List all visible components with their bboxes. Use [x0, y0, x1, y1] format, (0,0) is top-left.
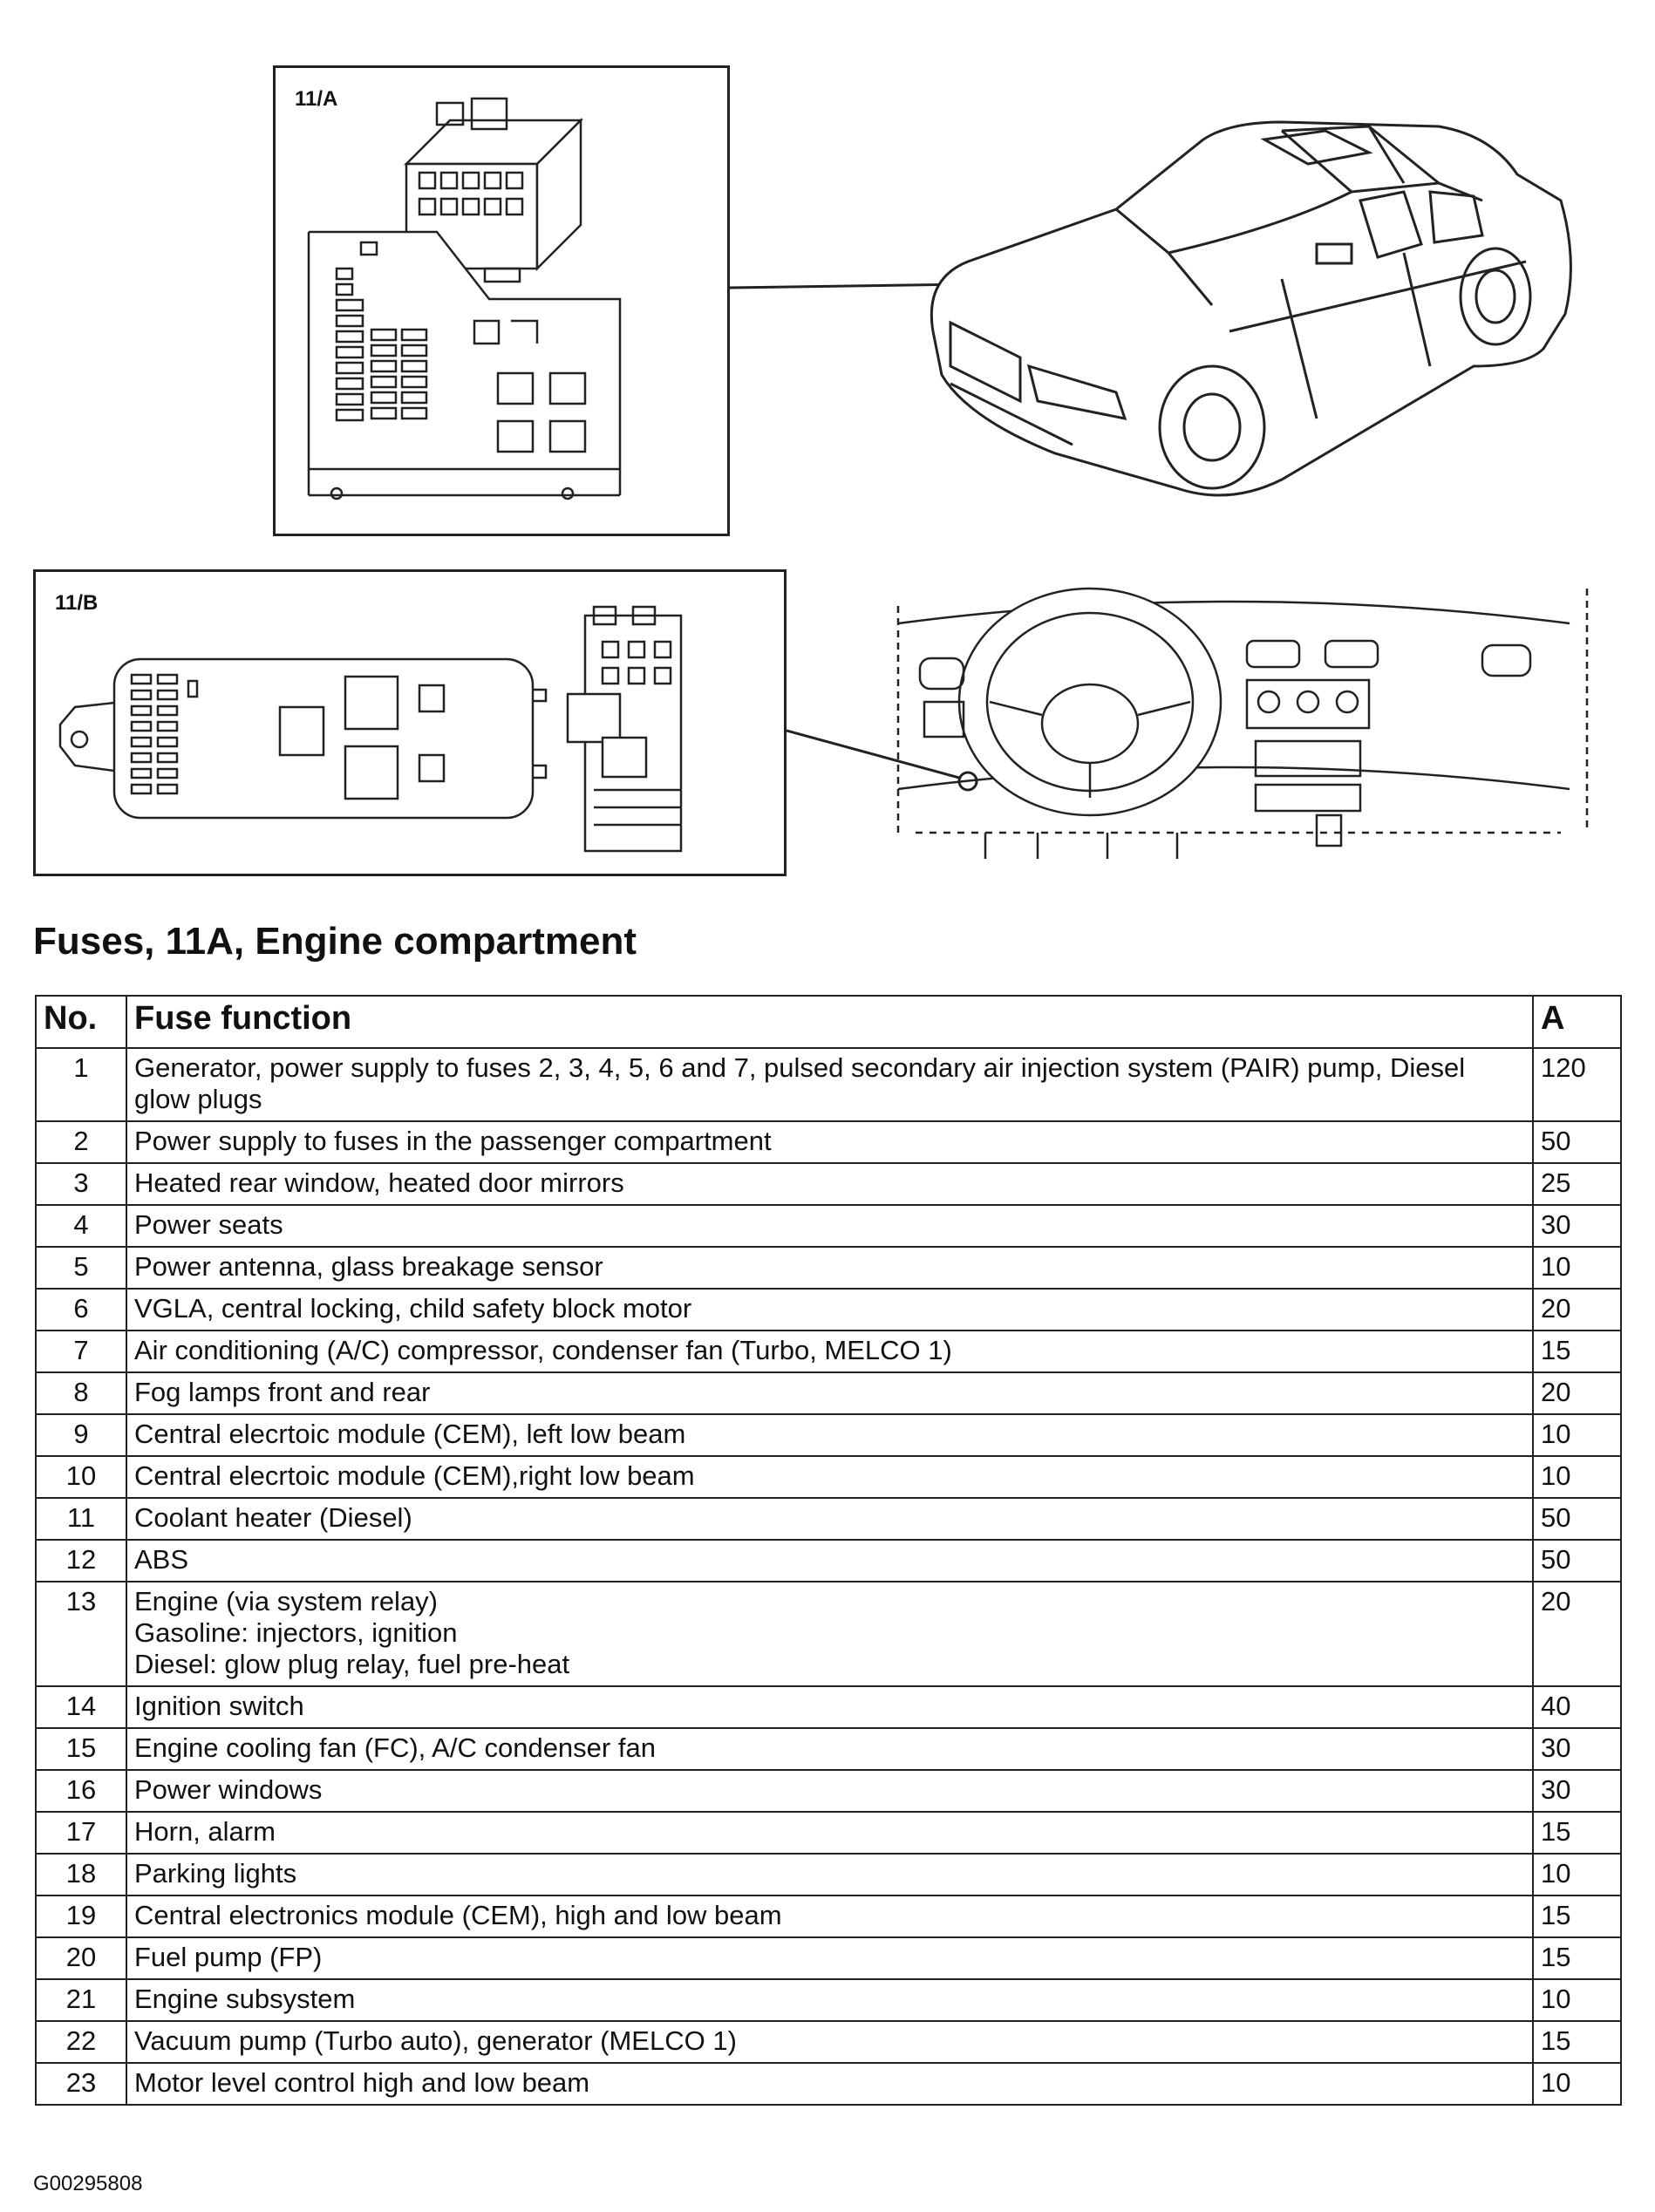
fuse-number: 7: [36, 1331, 126, 1372]
fuse-function: Central elecrtoic module (CEM), left low beam: [126, 1414, 1533, 1456]
fuse-amperage: 50: [1533, 1540, 1621, 1582]
fuse-number: 17: [36, 1812, 126, 1854]
page-heading: Fuses, 11A, Engine compartment: [33, 920, 637, 963]
fuse-amperage: 40: [1533, 1686, 1621, 1728]
fuse-function: Engine cooling fan (FC), A/C condenser fan: [126, 1728, 1533, 1770]
fuse-number: 12: [36, 1540, 126, 1582]
table-header-row: [36, 996, 1621, 1048]
car-illustration: [916, 105, 1578, 514]
fuse-amperage: 15: [1533, 1896, 1621, 1937]
fuse-number: 15: [36, 1728, 126, 1770]
fuse-table-body: [36, 1048, 1621, 2105]
fuse-function: Ignition switch: [126, 1686, 1533, 1728]
fuse-number: 4: [36, 1205, 126, 1247]
fuse-number: 3: [36, 1163, 126, 1205]
fuse-number: 10: [36, 1456, 126, 1498]
fuse-amperage: 50: [1533, 1498, 1621, 1540]
fuse-amperage: 30: [1533, 1205, 1621, 1247]
fuse-amperage: 15: [1533, 1812, 1621, 1854]
fuse-number: 23: [36, 2063, 126, 2105]
fuse-amperage: 50: [1533, 1121, 1621, 1163]
fusebox-11a-label: 11/A: [295, 87, 338, 111]
fuse-amperage: 10: [1533, 1247, 1621, 1289]
table-row: [36, 1498, 1621, 1540]
table-row: [36, 1289, 1621, 1331]
table-row: [36, 1456, 1621, 1498]
fuse-number: 19: [36, 1896, 126, 1937]
fuse-amperage: 120: [1533, 1048, 1621, 1121]
fuse-function: ABS: [126, 1540, 1533, 1582]
table-row: [36, 2021, 1621, 2063]
fuse-number: 9: [36, 1414, 126, 1456]
fuse-number: 13: [36, 1582, 126, 1686]
table-row: [36, 1414, 1621, 1456]
header-function: Fuse function: [126, 996, 1533, 1048]
dashboard-illustration: [881, 571, 1613, 868]
fuse-function: Engine subsystem: [126, 1979, 1533, 2021]
fuse-amperage: 10: [1533, 2063, 1621, 2105]
table-row: [36, 1582, 1621, 1686]
table-row: [36, 1372, 1621, 1414]
fuse-amperage: 10: [1533, 1979, 1621, 2021]
fuse-number: 14: [36, 1686, 126, 1728]
table-row: [36, 1048, 1621, 1121]
fuse-amperage: 15: [1533, 1937, 1621, 1979]
fuse-function: Coolant heater (Diesel): [126, 1498, 1533, 1540]
table-row: [36, 1205, 1621, 1247]
table-row: [36, 1812, 1621, 1854]
fuse-function: Generator, power supply to fuses 2, 3, 4, 5, 6 and 7, pulsed secondary air injection system (PAIR) pump, Diesel glow plugs: [126, 1048, 1533, 1121]
fuse-number: 8: [36, 1372, 126, 1414]
fuse-function: Heated rear window, heated door mirrors: [126, 1163, 1533, 1205]
fuse-function: Fuel pump (FP): [126, 1937, 1533, 1979]
fuse-number: 21: [36, 1979, 126, 2021]
table-row: [36, 1937, 1621, 1979]
fuse-amperage: 30: [1533, 1770, 1621, 1812]
header-amp: A: [1533, 996, 1621, 1048]
fuse-function: Parking lights: [126, 1854, 1533, 1896]
fuse-number: 11: [36, 1498, 126, 1540]
fuse-amperage: 20: [1533, 1289, 1621, 1331]
fusebox-11a-drawing: [276, 68, 727, 534]
fuse-function: Vacuum pump (Turbo auto), generator (MELCO 1): [126, 2021, 1533, 2063]
table-row: [36, 1331, 1621, 1372]
fuse-amperage: 10: [1533, 1414, 1621, 1456]
fuse-amperage: 20: [1533, 1582, 1621, 1686]
figure-code: G00295808: [33, 2172, 143, 2195]
fuse-number: 6: [36, 1289, 126, 1331]
fuse-function: Central electronics module (CEM), high and low beam: [126, 1896, 1533, 1937]
fusebox-11b-panel: [33, 569, 787, 876]
fusebox-11b-drawing: [36, 572, 784, 874]
table-row: [36, 1854, 1621, 1896]
fuse-function: Horn, alarm: [126, 1812, 1533, 1854]
fuse-amperage: 25: [1533, 1163, 1621, 1205]
fuse-number: 18: [36, 1854, 126, 1896]
fuse-table: [35, 995, 1622, 2106]
table-row: [36, 2063, 1621, 2105]
fuse-amperage: 30: [1533, 1728, 1621, 1770]
fuse-function: Motor level control high and low beam: [126, 2063, 1533, 2105]
fuse-number: 2: [36, 1121, 126, 1163]
fuse-function: Fog lamps front and rear: [126, 1372, 1533, 1414]
fuse-function: Central elecrtoic module (CEM),right low beam: [126, 1456, 1533, 1498]
table-row: [36, 1247, 1621, 1289]
table-row: [36, 1979, 1621, 2021]
table-row: [36, 1686, 1621, 1728]
table-row: [36, 1770, 1621, 1812]
fuse-function: Power antenna, glass breakage sensor: [126, 1247, 1533, 1289]
fuse-number: 20: [36, 1937, 126, 1979]
fusebox-11a-panel: [273, 65, 730, 536]
fuse-function: Power supply to fuses in the passenger compartment: [126, 1121, 1533, 1163]
fuse-number: 5: [36, 1247, 126, 1289]
fuse-amperage: 15: [1533, 2021, 1621, 2063]
header-no: No.: [36, 996, 126, 1048]
fuse-number: 22: [36, 2021, 126, 2063]
fuse-function: Air conditioning (A/C) compressor, condenser fan (Turbo, MELCO 1): [126, 1331, 1533, 1372]
fusebox-11b-label: 11/B: [55, 591, 99, 615]
fuse-function: Engine (via system relay) Gasoline: injectors, ignition Diesel: glow plug relay, fuel pre-heat: [126, 1582, 1533, 1686]
table-row: [36, 1163, 1621, 1205]
fuse-function: VGLA, central locking, child safety block motor: [126, 1289, 1533, 1331]
table-row: [36, 1121, 1621, 1163]
fuse-amperage: 20: [1533, 1372, 1621, 1414]
fuse-function: Power seats: [126, 1205, 1533, 1247]
fuse-amperage: 10: [1533, 1456, 1621, 1498]
table-row: [36, 1540, 1621, 1582]
table-row: [36, 1728, 1621, 1770]
fuse-number: 16: [36, 1770, 126, 1812]
fuse-amperage: 10: [1533, 1854, 1621, 1896]
fuse-function: Power windows: [126, 1770, 1533, 1812]
fuse-amperage: 15: [1533, 1331, 1621, 1372]
fuse-number: 1: [36, 1048, 126, 1121]
table-row: [36, 1896, 1621, 1937]
